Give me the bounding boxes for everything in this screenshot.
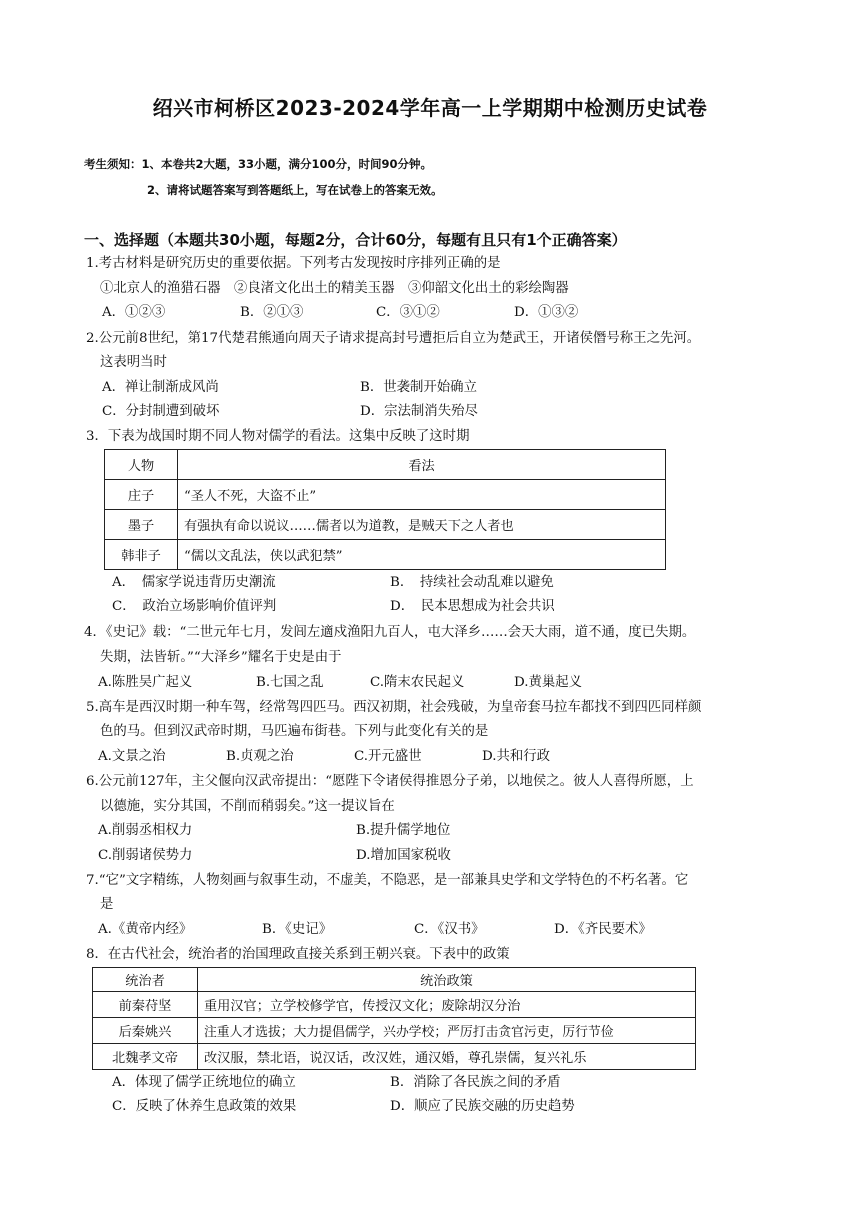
table-cell: 后秦姚兴 [93,1018,198,1044]
q6-stem-2: 以德施，实分其国，不削而稍弱矣。”这一提议旨在 [100,799,395,814]
q3-option-a: A． 儒家学说违背历史潮流 [112,575,276,590]
q6-option-b: B.提升儒学地位 [356,823,451,838]
table-header-cell: 人物 [105,450,178,480]
exam-title: 绍兴市柯桥区2023-2024学年高一上学期期中检测历史试卷 [152,96,708,120]
q4-option-c: C.隋末农民起义 [370,675,465,690]
q3-option-b: B． 持续社会动乱难以避免 [390,575,554,590]
q8-table [92,967,696,1070]
q2-option-d: D．宗法制消失殆尽 [360,404,478,419]
table-row [105,510,666,540]
table-row [93,1044,696,1070]
q7-option-b: B．《史记》 [262,922,333,937]
table-header-row [105,450,666,480]
q7-option-c: C．《汉书》 [414,922,485,937]
table-header-cell: 看法 [178,450,666,480]
q2-option-c: C．分封制遭到破坏 [102,404,220,419]
q5-stem-1: 5.高车是西汉时期一种车驾，经常驾四匹马。西汉初期，社会残破，为皇帝套马拉车都找不到四匹同样颜 [86,700,702,715]
q6-option-d: D.增加国家税收 [356,848,451,863]
section-heading: 一、选择题（本题共30小题，每题2分，合计60分，每题有且只有1个正确答案） [84,231,627,249]
q2-option-b: B．世袭制开始确立 [360,380,477,395]
q8-option-a: A．体现了儒学正统地位的确立 [112,1075,296,1090]
notice-line-2: 2、请将试题答案写到答题纸上，写在试卷上的答案无效。 [147,183,443,197]
q5-stem-2: 色的马。但到汉武帝时期，马匹遍布街巷。下列与此变化有关的是 [100,724,489,739]
q5-option-b: B.贞观之治 [226,749,294,764]
q8-option-b: B．消除了各民族之间的矛盾 [390,1075,561,1090]
table-cell: 韩非子 [105,540,178,570]
table-row [93,992,696,1018]
table-cell: 墨子 [105,510,178,540]
q4-option-d: D.黄巢起义 [514,675,583,690]
q1-option-c: C．③①② [376,305,440,320]
q7-option-a: A.《黄帝内经》 [98,922,193,937]
q4-option-b: B.七国之乱 [256,675,324,690]
q4-stem-1: 4．《史记》载：“二世元年七月，发闾左適戍渔阳九百人，屯大泽乡……会天大雨，道不通，度已失期。 [84,625,696,640]
q4-option-a: A.陈胜吴广起义 [98,675,193,690]
q2-stem-1: 2.公元前8世纪，第17代楚君熊通向周天子请求提高封号遭拒后自立为楚武王，开诸侯僭号称王之先河。 [86,331,701,346]
table-cell: 北魏孝文帝 [93,1044,198,1070]
table-cell: 重用汉官；立学校修学官，传授汉文化；废除胡汉分治 [198,992,696,1018]
q6-option-a: A.削弱丞相权力 [98,823,193,838]
table-cell: 庄子 [105,480,178,510]
q1-items: ①北京人的渔猎石器 ②良渚文化出土的精美玉器 ③仰韶文化出土的彩绘陶器 [100,281,569,296]
q1-option-b: B．②①③ [240,305,304,320]
table-cell: “圣人不死，大盗不止” [178,480,666,510]
q2-option-a: A．禅让制渐成风尚 [102,380,219,395]
q6-stem-1: 6.公元前127年，主父偃向汉武帝提出：“愿陛下令诸侯得推恩分子弟，以地侯之。彼人人喜得所愿，上 [86,774,694,789]
table-row [105,480,666,510]
q3-table [104,449,666,570]
q6-option-c: C.削弱诸侯势力 [98,848,193,863]
table-cell: 前秦苻坚 [93,992,198,1018]
q2-stem-2: 这表明当时 [100,355,167,370]
q8-option-c: C．反映了休养生息政策的效果 [112,1099,297,1114]
notice-line-1: 考生须知：1、本卷共2大题，33小题，满分100分，时间90分钟。 [84,157,433,171]
table-cell: 注重人才选拔；大力提倡儒学，兴办学校；严厉打击贪官污吏，厉行节俭 [198,1018,696,1044]
q8-stem: 8．在古代社会，统治者的治国理政直接关系到王朝兴衰。下表中的政策 [86,947,510,962]
q3-option-d: D． 民本思想成为社会共识 [390,599,555,614]
q5-option-a: A.文景之治 [98,749,166,764]
table-cell: 有强执有命以说议……儒者以为道教，是贼天下之人者也 [178,510,666,540]
q3-option-c: C． 政治立场影响价值评判 [112,599,277,614]
q7-stem-1: 7.“它”文字精练，人物刻画与叙事生动，不虚美，不隐恶，是一部兼具史学和文学特色的不朽名著。它 [86,873,689,888]
table-row [105,540,666,570]
q1-stem: 1.考古材料是研究历史的重要依据。下列考古发现按时序排列正确的是 [86,256,501,271]
table-cell: “儒以文乱法，侠以武犯禁” [178,540,666,570]
q1-option-a: A．①②③ [102,305,166,320]
q7-option-d: D．《齐民要术》 [554,922,652,937]
q5-option-c: C.开元盛世 [354,749,422,764]
q1-option-d: D．①③② [514,305,579,320]
table-header-row [93,968,696,992]
q3-stem: 3．下表为战国时期不同人物对儒学的看法。这集中反映了这时期 [86,429,470,444]
table-header-cell: 统治政策 [198,968,696,992]
table-header-cell: 统治者 [93,968,198,992]
q8-option-d: D．顺应了民族交融的历史趋势 [390,1099,575,1114]
table-row [93,1018,696,1044]
q5-option-d: D.共和行政 [482,749,551,764]
q4-stem-2: 失期，法皆斩。”“大泽乡”耀名于史是由于 [100,650,342,665]
q7-stem-2: 是 [100,897,114,912]
table-cell: 改汉服，禁北语，说汉话，改汉姓，通汉婚，尊孔崇儒，复兴礼乐 [198,1044,696,1070]
